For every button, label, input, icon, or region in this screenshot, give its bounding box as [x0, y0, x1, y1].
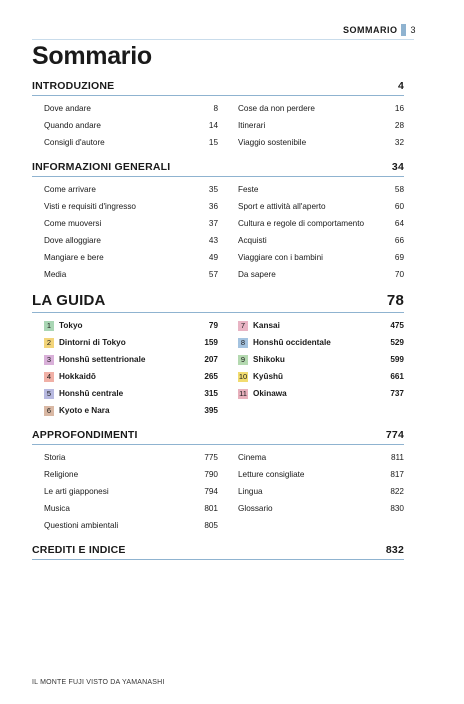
toc-entry[interactable]	[238, 198, 404, 215]
toc-entry-label-group	[44, 138, 105, 147]
toc-column-left	[44, 181, 218, 283]
toc-entry[interactable]	[44, 402, 218, 419]
toc-entry[interactable]	[44, 117, 218, 134]
toc-entry[interactable]	[238, 266, 404, 283]
toc-entry-label: Visti e requisiti d'ingresso	[44, 202, 136, 211]
toc-entry-label: Hokkaidō	[59, 372, 96, 381]
toc-entry-label-group	[44, 270, 66, 279]
section-heading[interactable]	[32, 161, 404, 177]
toc-entry-page: 661	[390, 372, 404, 381]
toc-column-right	[238, 181, 404, 283]
toc-entry-page: 79	[208, 321, 218, 330]
toc-entry[interactable]	[238, 317, 404, 334]
toc-entry-label-group	[44, 487, 109, 496]
chapter-number-badge: 8	[238, 338, 248, 348]
toc-entry-label-group	[238, 104, 315, 113]
toc-entry[interactable]	[238, 232, 404, 249]
toc-entry-label: Cultura e regole di comportamento	[238, 219, 365, 228]
toc-entry-label: Kansai	[253, 321, 280, 330]
toc-entry[interactable]	[44, 317, 218, 334]
toc-entry-label: Mangiare e bere	[44, 253, 104, 262]
toc-entry-page: 43	[208, 236, 218, 245]
chapter-number-badge: 4	[44, 372, 54, 382]
toc-entry-label-group	[238, 121, 265, 130]
toc-entry-label: Quando andare	[44, 121, 101, 130]
toc-entry-page: 599	[390, 355, 404, 364]
toc-entry[interactable]	[238, 385, 404, 402]
toc-entry-label: Lingua	[238, 487, 263, 496]
section-title: LA GUIDA	[32, 292, 106, 309]
toc-entry-page: 60	[394, 202, 404, 211]
toc-entry-page: 28	[394, 121, 404, 130]
toc-entry-label: Honshū centrale	[59, 389, 124, 398]
toc-entry-label: Cinema	[238, 453, 267, 462]
toc-entry-page: 822	[390, 487, 404, 496]
toc-entry-label: Come arrivare	[44, 185, 96, 194]
section-title: CREDITI E INDICE	[32, 544, 126, 556]
toc-entry-label-group	[44, 121, 101, 130]
toc-entry-label: Musica	[44, 504, 70, 513]
toc-entry-page: 265	[204, 372, 218, 381]
section-page: 774	[385, 429, 404, 441]
toc-entry-label-group	[44, 504, 70, 513]
section-introduzione	[32, 80, 404, 151]
toc-entry-label: Storia	[44, 453, 66, 462]
toc-entry-label: Questioni ambientali	[44, 521, 119, 530]
toc-entry-label: Viaggio sostenibile	[238, 138, 307, 147]
toc-entry-label-group	[44, 321, 83, 331]
toc-entry[interactable]	[44, 351, 218, 368]
toc-entry-page: 66	[394, 236, 404, 245]
toc-entry-label: Honshū settentrionale	[59, 355, 146, 364]
section-title: INFORMAZIONI GENERALI	[32, 161, 171, 173]
toc-entry[interactable]	[238, 181, 404, 198]
toc-entry-page: 830	[390, 504, 404, 513]
chapter-number-badge: 10	[238, 371, 248, 381]
chapter-number-badge: 6	[44, 406, 54, 416]
toc-entry-page: 801	[204, 504, 218, 513]
toc-entry[interactable]	[44, 466, 218, 483]
toc-entry-page: 64	[394, 219, 404, 228]
toc-entry-page: 775	[204, 453, 218, 462]
toc-entry-page: 32	[394, 138, 404, 147]
toc-entry[interactable]	[238, 466, 404, 483]
chapter-number-badge: 5	[44, 389, 54, 399]
toc-entry[interactable]	[44, 449, 218, 466]
toc-entry[interactable]	[44, 266, 218, 283]
toc-entry-page: 395	[204, 406, 218, 415]
toc-entry-label: Okinawa	[253, 389, 287, 398]
section-page: 34	[391, 161, 404, 173]
toc-entry-label-group	[238, 219, 364, 228]
toc-column-left	[44, 449, 218, 534]
toc-entry-page: 794	[204, 487, 218, 496]
toc-entry[interactable]	[238, 449, 404, 466]
page-title: Sommario	[32, 42, 152, 70]
toc-entry[interactable]	[238, 249, 404, 266]
section-page: 832	[385, 544, 404, 556]
section-heading[interactable]	[32, 292, 404, 313]
toc-entry[interactable]	[44, 368, 218, 385]
section-crediti-e-indice	[32, 544, 404, 560]
running-head	[343, 24, 416, 36]
section-la-guida	[32, 292, 404, 419]
toc-entry-page: 315	[204, 389, 218, 398]
toc-column-left	[44, 100, 218, 151]
toc-entry-label: Cose da non perdere	[238, 104, 315, 113]
toc-entry-label: Da sapere	[238, 270, 276, 279]
section-heading[interactable]	[32, 80, 404, 96]
toc-entry[interactable]	[44, 198, 218, 215]
toc-entry[interactable]	[44, 134, 218, 151]
chapter-number-badge: 1	[44, 321, 54, 331]
toc-entry-label: Dintorni di Tokyo	[59, 338, 126, 347]
toc-entry-label-group	[238, 270, 276, 279]
toc-entry-page: 529	[390, 338, 404, 347]
toc-entry-label-group	[238, 389, 287, 399]
toc-entry-label-group	[238, 372, 283, 382]
section-heading[interactable]	[32, 544, 404, 560]
toc-entry-label-group	[238, 236, 267, 245]
photo-caption: IL MONTE FUJI VISTO DA YAMANASHI	[32, 679, 165, 686]
toc-entry-label-group	[44, 372, 96, 382]
toc-entry-label-group	[44, 202, 136, 211]
toc-column-left	[44, 317, 218, 419]
toc-entry[interactable]	[44, 385, 218, 402]
toc-entry-label-group	[238, 138, 306, 147]
toc-entry-label: Come muoversi	[44, 219, 102, 228]
toc-entry-page: 805	[204, 521, 218, 530]
toc-entry-label-group	[44, 236, 101, 245]
toc-entry-page: 58	[394, 185, 404, 194]
toc-entry[interactable]	[238, 134, 404, 151]
toc-entry[interactable]	[44, 249, 218, 266]
toc-entry-page: 14	[208, 121, 218, 130]
toc-entry[interactable]	[238, 215, 404, 232]
toc-entry-label-group	[238, 470, 304, 479]
toc-entry-label: Shikoku	[253, 355, 285, 364]
toc-entry[interactable]	[238, 100, 404, 117]
toc-entry-label: Tokyo	[59, 321, 83, 330]
toc-entry-page: 8	[213, 104, 218, 113]
toc-entry-page: 16	[394, 104, 404, 113]
toc-column-right	[238, 449, 404, 534]
toc-entry-label-group	[44, 389, 123, 399]
toc-entry[interactable]	[44, 181, 218, 198]
toc-entry-label-group	[44, 470, 78, 479]
toc-entry-page: 35	[208, 185, 218, 194]
toc-entry-page: 790	[204, 470, 218, 479]
toc-entry-label: Itinerari	[238, 121, 266, 130]
toc-entry-label-group	[44, 338, 126, 348]
toc-entry-label-group	[44, 253, 104, 262]
toc-entry-label: Kyūshū	[253, 372, 284, 381]
toc-entry-label: Media	[44, 270, 67, 279]
toc-entry-page: 37	[208, 219, 218, 228]
toc-entry-label: Glossario	[238, 504, 273, 513]
toc-entry[interactable]	[238, 368, 404, 385]
section-heading[interactable]	[32, 429, 404, 445]
running-head-bar	[401, 24, 406, 36]
toc-entry-page: 811	[390, 453, 404, 462]
toc-entry-label: Letture consigliate	[238, 470, 305, 479]
toc-entry[interactable]	[44, 215, 218, 232]
toc-entry-label: Sport e attività all'aperto	[238, 202, 326, 211]
toc-entry-page: 159	[204, 338, 218, 347]
toc-entry-label: Religione	[44, 470, 79, 479]
toc-column-right	[238, 317, 404, 419]
chapter-number-badge: 9	[238, 355, 248, 365]
toc-entry-label-group	[44, 185, 96, 194]
top-rule	[32, 39, 414, 40]
toc-entry-label-group	[44, 406, 110, 416]
toc-entry[interactable]	[238, 351, 404, 368]
toc-entry-label-group	[238, 253, 323, 262]
toc-entry-page: 817	[390, 470, 404, 479]
chapter-number-badge: 11	[239, 388, 247, 398]
toc-entry[interactable]	[44, 517, 218, 534]
toc-entry[interactable]	[44, 500, 218, 517]
section-page: 4	[397, 80, 404, 92]
section-title: INTRODUZIONE	[32, 80, 115, 92]
page-number: 3	[410, 25, 416, 35]
toc-entry-label: Consigli d'autore	[44, 138, 105, 147]
toc-entry-label-group	[238, 453, 266, 462]
toc-entry[interactable]	[44, 100, 218, 117]
toc-entry[interactable]	[44, 232, 218, 249]
toc-entry-label: Honshū occidentale	[253, 338, 331, 347]
toc-entry-page: 36	[208, 202, 218, 211]
toc-entry-label-group	[238, 185, 258, 194]
toc-entry-label-group	[44, 521, 118, 530]
section-page: 78	[386, 292, 404, 309]
toc-entry-label-group	[44, 453, 65, 462]
toc-entry-label-group	[238, 355, 285, 365]
toc-entry-label: Le arti giapponesi	[44, 487, 109, 496]
section-title: APPROFONDIMENTI	[32, 429, 138, 441]
chapter-number-badge: 7	[238, 321, 248, 331]
section-approfondimenti	[32, 429, 404, 534]
toc-entry[interactable]	[238, 117, 404, 134]
toc-entry-page: 49	[208, 253, 218, 262]
chapter-number-badge: 2	[44, 338, 54, 348]
toc-entry-page: 70	[394, 270, 404, 279]
toc-entry[interactable]	[238, 500, 404, 517]
toc-entry-label-group	[238, 504, 273, 513]
toc-entry[interactable]	[238, 483, 404, 500]
toc-entry-label: Dove andare	[44, 104, 91, 113]
toc-entry-label-group	[44, 355, 145, 365]
toc-entry-label-group	[44, 219, 101, 228]
toc-entry[interactable]	[44, 483, 218, 500]
toc-entry-label: Acquisti	[238, 236, 267, 245]
toc-entry-label-group	[238, 202, 326, 211]
toc-entry-page: 57	[208, 270, 218, 279]
toc-entry[interactable]	[44, 334, 218, 351]
toc-entry-page: 475	[390, 321, 404, 330]
toc-entry-page: 15	[208, 138, 218, 147]
toc-entry-label-group	[238, 321, 280, 331]
toc-entry[interactable]	[238, 334, 404, 351]
section-informazioni-generali	[32, 161, 404, 283]
toc-entry-page: 737	[390, 389, 404, 398]
toc-entry-page: 69	[394, 253, 404, 262]
chapter-number-badge: 3	[44, 355, 54, 365]
toc-entry-label-group	[238, 338, 331, 348]
toc-entry-label-group	[44, 104, 91, 113]
toc-entry-label: Dove alloggiare	[44, 236, 101, 245]
toc-entry-label-group	[238, 487, 263, 496]
toc-entry-label: Kyoto e Nara	[59, 406, 110, 415]
toc-column-right	[238, 100, 404, 151]
toc-entry-page: 207	[204, 355, 218, 364]
toc-entry-label: Viaggiare con i bambini	[238, 253, 323, 262]
toc-entry-label: Feste	[238, 185, 259, 194]
running-head-label: SOMMARIO	[342, 25, 398, 35]
